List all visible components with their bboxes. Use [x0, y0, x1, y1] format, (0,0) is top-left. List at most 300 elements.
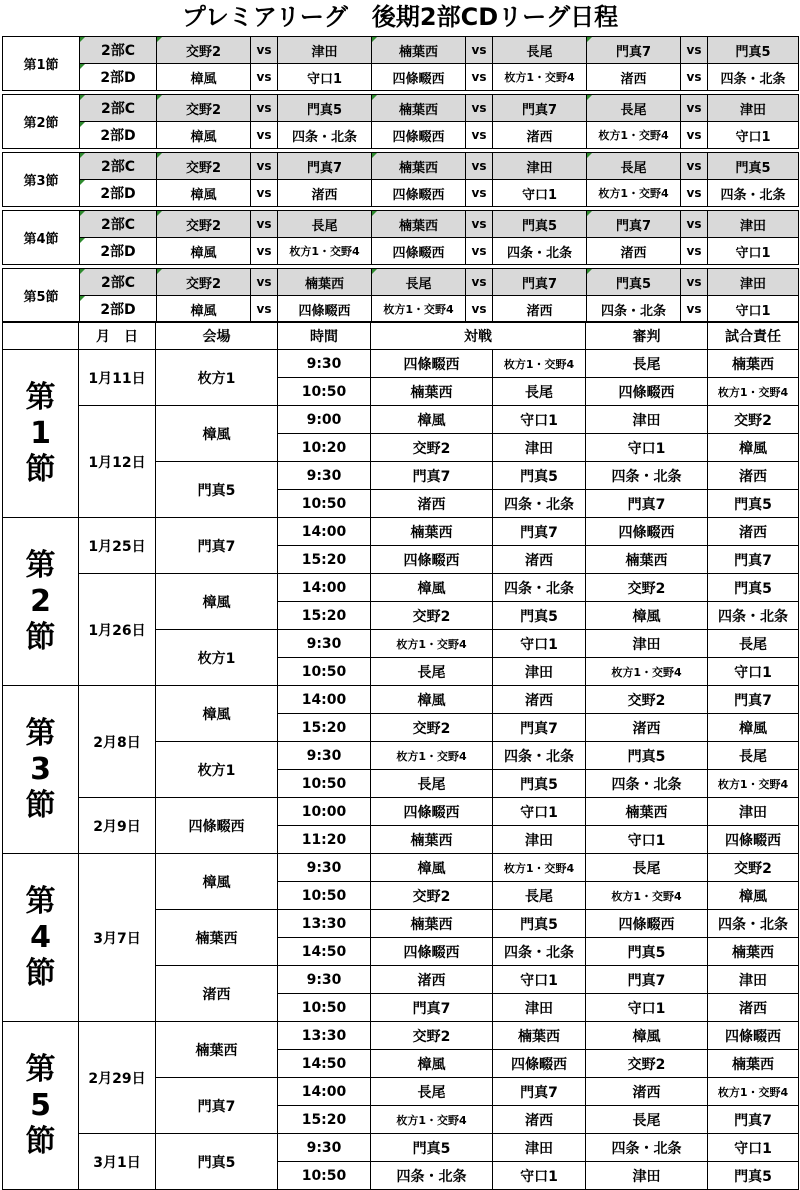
team-home: 門真7: [587, 37, 681, 64]
match-date: 1月11日: [79, 350, 156, 406]
referee: 門真5: [586, 742, 708, 770]
schedule-row: [3, 518, 799, 546]
responsible-team: 楠葉西: [708, 938, 799, 966]
team-home: 樟風: [157, 122, 251, 149]
team-home: 交野2: [157, 269, 251, 296]
team-home: 楠葉西: [372, 37, 466, 64]
responsible-team: 門真7: [708, 1106, 799, 1134]
division-label: 2部C: [80, 211, 157, 238]
vs-label: vs: [466, 64, 493, 91]
section-label: 第1節: [3, 37, 80, 91]
team-home: 四條畷西: [372, 122, 466, 149]
team-away: 枚方1・交野4: [493, 854, 586, 882]
responsible-team: 津田: [708, 966, 799, 994]
division-label: 2部C: [80, 95, 157, 122]
team-home: 門真5: [371, 1134, 493, 1162]
section-label: 第 2 節: [3, 518, 79, 686]
team-home: 交野2: [371, 434, 493, 462]
division-label: 2部D: [80, 180, 157, 207]
team-away: 守口1: [278, 64, 372, 91]
responsible-team: 樟風: [708, 714, 799, 742]
division-label: 2部C: [80, 37, 157, 64]
team-away: 門真5: [708, 37, 799, 64]
vs-label: vs: [251, 180, 278, 207]
kickoff-time: 10:50: [278, 770, 371, 798]
team-home: 四條畷西: [372, 238, 466, 265]
schedule-header-row: [3, 322, 799, 350]
team-away: 四条・北条: [708, 64, 799, 91]
team-away: 四条・北条: [493, 742, 586, 770]
match-date: 3月1日: [79, 1134, 156, 1190]
vs-label: vs: [466, 153, 493, 180]
vs-label: vs: [681, 180, 708, 207]
kickoff-time: 10:50: [278, 994, 371, 1022]
kickoff-time: 9:30: [278, 854, 371, 882]
team-home: 四條畷西: [371, 546, 493, 574]
venue: 四條畷西: [156, 798, 278, 854]
header-date: 月 日: [79, 322, 156, 350]
team-away: 渚西: [493, 122, 587, 149]
schedule-row: [3, 854, 799, 882]
team-home: 交野2: [157, 95, 251, 122]
venue: 樟風: [156, 854, 278, 910]
referee: 門真7: [586, 966, 708, 994]
league-row: [3, 95, 799, 122]
responsible-team: 四条・北条: [708, 910, 799, 938]
kickoff-time: 11:20: [278, 826, 371, 854]
schedule-table: [2, 321, 799, 1190]
vs-label: vs: [681, 122, 708, 149]
team-home: 楠葉西: [371, 518, 493, 546]
venue: 樟風: [156, 406, 278, 462]
team-away: 守口1: [708, 238, 799, 265]
match-date: 1月12日: [79, 406, 156, 518]
referee: 門真5: [586, 938, 708, 966]
team-home: 門真5: [587, 269, 681, 296]
team-home: 交野2: [157, 37, 251, 64]
vs-label: vs: [681, 211, 708, 238]
division-label: 2部D: [80, 64, 157, 91]
team-away: 四条・北条: [708, 180, 799, 207]
referee: 四条・北条: [586, 770, 708, 798]
team-away: 枚方1・交野4: [278, 238, 372, 265]
league-table: [2, 36, 799, 323]
team-home: 門真7: [587, 211, 681, 238]
team-away: 四条・北条: [493, 574, 586, 602]
responsible-team: 門真5: [708, 574, 799, 602]
team-home: 樟風: [157, 296, 251, 323]
vs-label: vs: [681, 95, 708, 122]
section-label: 第5節: [3, 269, 80, 323]
vs-label: vs: [681, 64, 708, 91]
schedule-row: [3, 686, 799, 714]
team-home: 渚西: [587, 64, 681, 91]
match-date: 2月29日: [79, 1022, 156, 1134]
referee: 四條畷西: [586, 518, 708, 546]
kickoff-time: 15:20: [278, 1106, 371, 1134]
team-home: 門真7: [371, 994, 493, 1022]
team-away: 津田: [493, 994, 586, 1022]
vs-label: vs: [251, 153, 278, 180]
header-referee: 審判: [586, 322, 708, 350]
schedule-row: [3, 1022, 799, 1050]
team-away: 守口1: [493, 798, 586, 826]
responsible-team: 四條畷西: [708, 1022, 799, 1050]
responsible-team: 樟風: [708, 434, 799, 462]
section-label: 第 4 節: [3, 854, 79, 1022]
referee: 枚方1・交野4: [586, 658, 708, 686]
section-label: 第 1 節: [3, 350, 79, 518]
league-row: [3, 180, 799, 207]
vs-label: vs: [681, 37, 708, 64]
team-home: 樟風: [371, 574, 493, 602]
team-away: 渚西: [493, 296, 587, 323]
division-label: 2部D: [80, 122, 157, 149]
section-label: 第2節: [3, 95, 80, 149]
team-away: 渚西: [493, 546, 586, 574]
team-home: 枚方1・交野4: [371, 630, 493, 658]
schedule-row: [3, 406, 799, 434]
vs-label: vs: [466, 95, 493, 122]
team-home: 樟風: [371, 1050, 493, 1078]
team-away: 枚方1・交野4: [493, 350, 586, 378]
vs-label: vs: [251, 37, 278, 64]
responsible-team: 楠葉西: [708, 1050, 799, 1078]
team-home: 樟風: [371, 686, 493, 714]
team-home: 渚西: [371, 490, 493, 518]
referee: 渚西: [586, 714, 708, 742]
match-date: 1月25日: [79, 518, 156, 574]
team-home: 交野2: [371, 714, 493, 742]
team-away: 守口1: [493, 180, 587, 207]
team-away: 津田: [708, 269, 799, 296]
vs-label: vs: [466, 211, 493, 238]
team-away: 四条・北条: [493, 490, 586, 518]
team-away: 守口1: [493, 966, 586, 994]
responsible-team: 交野2: [708, 854, 799, 882]
vs-label: vs: [251, 64, 278, 91]
responsible-team: 楠葉西: [708, 350, 799, 378]
responsible-team: 枚方1・交野4: [708, 770, 799, 798]
vs-label: vs: [466, 180, 493, 207]
division-label: 2部D: [80, 296, 157, 323]
referee: 長尾: [586, 350, 708, 378]
referee: 津田: [586, 406, 708, 434]
team-home: 渚西: [371, 966, 493, 994]
responsible-team: 門真7: [708, 546, 799, 574]
referee: 樟風: [586, 1022, 708, 1050]
kickoff-time: 10:50: [278, 490, 371, 518]
division-label: 2部C: [80, 153, 157, 180]
team-home: 交野2: [157, 211, 251, 238]
team-away: 守口1: [708, 122, 799, 149]
team-home: 渚西: [587, 238, 681, 265]
team-home: 四条・北条: [587, 296, 681, 323]
team-home: 長尾: [587, 95, 681, 122]
team-away: 津田: [493, 658, 586, 686]
referee: 四条・北条: [586, 462, 708, 490]
vs-label: vs: [251, 211, 278, 238]
team-away: 楠葉西: [493, 1022, 586, 1050]
team-away: 門真7: [493, 95, 587, 122]
team-away: 門真7: [493, 1078, 586, 1106]
kickoff-time: 15:20: [278, 546, 371, 574]
league-row: [3, 37, 799, 64]
venue: 楠葉西: [156, 1022, 278, 1078]
kickoff-time: 9:30: [278, 742, 371, 770]
responsible-team: 門真5: [708, 1162, 799, 1190]
referee: 四條畷西: [586, 378, 708, 406]
team-away: 枚方1・交野4: [493, 64, 587, 91]
header-time: 時間: [278, 322, 371, 350]
team-away: 津田: [708, 211, 799, 238]
vs-label: vs: [466, 296, 493, 323]
league-row: [3, 296, 799, 323]
team-home: 楠葉西: [372, 95, 466, 122]
responsible-team: 枚方1・交野4: [708, 378, 799, 406]
team-home: 楠葉西: [372, 153, 466, 180]
venue: 樟風: [156, 686, 278, 742]
responsible-team: 樟風: [708, 882, 799, 910]
team-home: 四條畷西: [372, 64, 466, 91]
kickoff-time: 15:20: [278, 714, 371, 742]
kickoff-time: 9:30: [278, 462, 371, 490]
venue: 樟風: [156, 574, 278, 630]
league-row: [3, 211, 799, 238]
team-away: 津田: [493, 153, 587, 180]
team-away: 守口1: [493, 630, 586, 658]
match-date: 2月8日: [79, 686, 156, 798]
referee: 守口1: [586, 826, 708, 854]
header-venue: 会場: [156, 322, 278, 350]
team-away: 門真5: [493, 770, 586, 798]
team-home: 楠葉西: [371, 378, 493, 406]
kickoff-time: 9:00: [278, 406, 371, 434]
responsible-team: 交野2: [708, 406, 799, 434]
vs-label: vs: [466, 269, 493, 296]
kickoff-time: 14:00: [278, 518, 371, 546]
schedule-row: [3, 798, 799, 826]
kickoff-time: 10:50: [278, 658, 371, 686]
team-away: 四条・北条: [493, 238, 587, 265]
vs-label: vs: [681, 238, 708, 265]
team-home: 枚方1・交野4: [371, 742, 493, 770]
referee: 津田: [586, 630, 708, 658]
referee: 楠葉西: [586, 798, 708, 826]
team-away: 門真7: [278, 153, 372, 180]
vs-label: vs: [466, 37, 493, 64]
responsible-team: 長尾: [708, 742, 799, 770]
team-home: 交野2: [371, 882, 493, 910]
team-away: 守口1: [493, 1162, 586, 1190]
team-home: 四條畷西: [371, 798, 493, 826]
team-home: 交野2: [371, 602, 493, 630]
referee: 渚西: [586, 1078, 708, 1106]
team-away: 津田: [278, 37, 372, 64]
team-away: 門真5: [708, 153, 799, 180]
section-label: 第4節: [3, 211, 80, 265]
match-date: 3月7日: [79, 854, 156, 1022]
league-row: [3, 122, 799, 149]
team-home: 四條畷西: [372, 180, 466, 207]
responsible-team: 門真5: [708, 490, 799, 518]
team-away: 津田: [493, 826, 586, 854]
venue: 門真7: [156, 518, 278, 574]
kickoff-time: 13:30: [278, 1022, 371, 1050]
header-match: 対戦: [371, 322, 586, 350]
team-home: 枚方1・交野4: [372, 296, 466, 323]
team-away: 門真5: [493, 602, 586, 630]
team-home: 楠葉西: [371, 910, 493, 938]
vs-label: vs: [681, 296, 708, 323]
team-away: 門真5: [493, 211, 587, 238]
kickoff-time: 10:20: [278, 434, 371, 462]
vs-label: vs: [466, 122, 493, 149]
venue: 枚方1: [156, 742, 278, 798]
kickoff-time: 9:30: [278, 350, 371, 378]
team-home: 交野2: [371, 1022, 493, 1050]
kickoff-time: 10:00: [278, 798, 371, 826]
league-row: [3, 238, 799, 265]
vs-label: vs: [251, 238, 278, 265]
team-away: 門真5: [278, 95, 372, 122]
team-away: 門真7: [493, 269, 587, 296]
team-home: 長尾: [587, 153, 681, 180]
responsible-team: 守口1: [708, 1134, 799, 1162]
team-home: 交野2: [157, 153, 251, 180]
team-home: 楠葉西: [371, 826, 493, 854]
team-away: 門真7: [493, 714, 586, 742]
team-home: 樟風: [371, 406, 493, 434]
page-title: プレミアリーグ 後期2部CDリーグ日程: [181, 3, 619, 31]
team-away: 長尾: [493, 882, 586, 910]
kickoff-time: 15:20: [278, 602, 371, 630]
kickoff-time: 9:30: [278, 1134, 371, 1162]
match-date: 1月26日: [79, 574, 156, 686]
header-responsible: 試合責任: [708, 322, 799, 350]
vs-label: vs: [251, 269, 278, 296]
kickoff-time: 14:00: [278, 686, 371, 714]
team-away: 四條畷西: [493, 1050, 586, 1078]
team-home: 樟風: [157, 64, 251, 91]
team-home: 枚方1・交野4: [587, 180, 681, 207]
referee: 交野2: [586, 574, 708, 602]
schedule-row: [3, 1134, 799, 1162]
schedule-row: [3, 574, 799, 602]
team-away: 四条・北条: [278, 122, 372, 149]
kickoff-time: 9:30: [278, 630, 371, 658]
venue: 枚方1: [156, 350, 278, 406]
league-row: [3, 153, 799, 180]
kickoff-time: 9:30: [278, 966, 371, 994]
team-home: 長尾: [371, 770, 493, 798]
kickoff-time: 13:30: [278, 910, 371, 938]
referee: 守口1: [586, 434, 708, 462]
team-away: 四條畷西: [278, 296, 372, 323]
team-away: 津田: [493, 1134, 586, 1162]
team-away: 渚西: [493, 1106, 586, 1134]
team-away: 長尾: [493, 378, 586, 406]
team-home: 樟風: [157, 180, 251, 207]
team-home: 四条・北条: [371, 1162, 493, 1190]
team-away: 守口1: [493, 406, 586, 434]
kickoff-time: 14:50: [278, 1050, 371, 1078]
kickoff-time: 14:00: [278, 574, 371, 602]
referee: 枚方1・交野4: [586, 882, 708, 910]
division-label: 2部D: [80, 238, 157, 265]
responsible-team: 津田: [708, 798, 799, 826]
referee: 門真7: [586, 490, 708, 518]
team-away: 守口1: [708, 296, 799, 323]
vs-label: vs: [466, 238, 493, 265]
kickoff-time: 10:50: [278, 882, 371, 910]
vs-label: vs: [681, 153, 708, 180]
referee: 交野2: [586, 1050, 708, 1078]
kickoff-time: 10:50: [278, 378, 371, 406]
section-label: 第3節: [3, 153, 80, 207]
section-label: 第 3 節: [3, 686, 79, 854]
responsible-team: 枚方1・交野4: [708, 1078, 799, 1106]
team-away: 楠葉西: [278, 269, 372, 296]
team-away: 四条・北条: [493, 938, 586, 966]
team-home: 樟風: [371, 854, 493, 882]
team-home: 長尾: [372, 269, 466, 296]
referee: 長尾: [586, 854, 708, 882]
venue: 門真7: [156, 1078, 278, 1134]
team-home: 楠葉西: [372, 211, 466, 238]
league-row: [3, 64, 799, 91]
team-away: 門真5: [493, 910, 586, 938]
responsible-team: 長尾: [708, 630, 799, 658]
team-away: 津田: [708, 95, 799, 122]
vs-label: vs: [251, 122, 278, 149]
responsible-team: 渚西: [708, 462, 799, 490]
kickoff-time: 14:50: [278, 938, 371, 966]
team-away: 長尾: [278, 211, 372, 238]
team-home: 長尾: [371, 1078, 493, 1106]
kickoff-time: 10:50: [278, 1162, 371, 1190]
team-home: 長尾: [371, 658, 493, 686]
responsible-team: 渚西: [708, 994, 799, 1022]
team-home: 樟風: [157, 238, 251, 265]
team-away: 門真7: [493, 518, 586, 546]
venue: 門真5: [156, 462, 278, 518]
team-home: 枚方1・交野4: [587, 122, 681, 149]
team-away: 津田: [493, 434, 586, 462]
venue: 門真5: [156, 1134, 278, 1190]
responsible-team: 渚西: [708, 518, 799, 546]
match-date: 2月9日: [79, 798, 156, 854]
league-row: [3, 269, 799, 296]
venue: 渚西: [156, 966, 278, 1022]
vs-label: vs: [251, 296, 278, 323]
schedule-row: [3, 350, 799, 378]
referee: 守口1: [586, 994, 708, 1022]
responsible-team: 四条・北条: [708, 602, 799, 630]
responsible-team: 守口1: [708, 658, 799, 686]
responsible-team: 門真7: [708, 686, 799, 714]
venue: 楠葉西: [156, 910, 278, 966]
team-away: 渚西: [493, 686, 586, 714]
referee: 交野2: [586, 686, 708, 714]
referee: 長尾: [586, 1106, 708, 1134]
team-home: 四條畷西: [371, 938, 493, 966]
team-home: 四條畷西: [371, 350, 493, 378]
vs-label: vs: [681, 269, 708, 296]
referee: 楠葉西: [586, 546, 708, 574]
kickoff-time: 14:00: [278, 1078, 371, 1106]
vs-label: vs: [251, 95, 278, 122]
